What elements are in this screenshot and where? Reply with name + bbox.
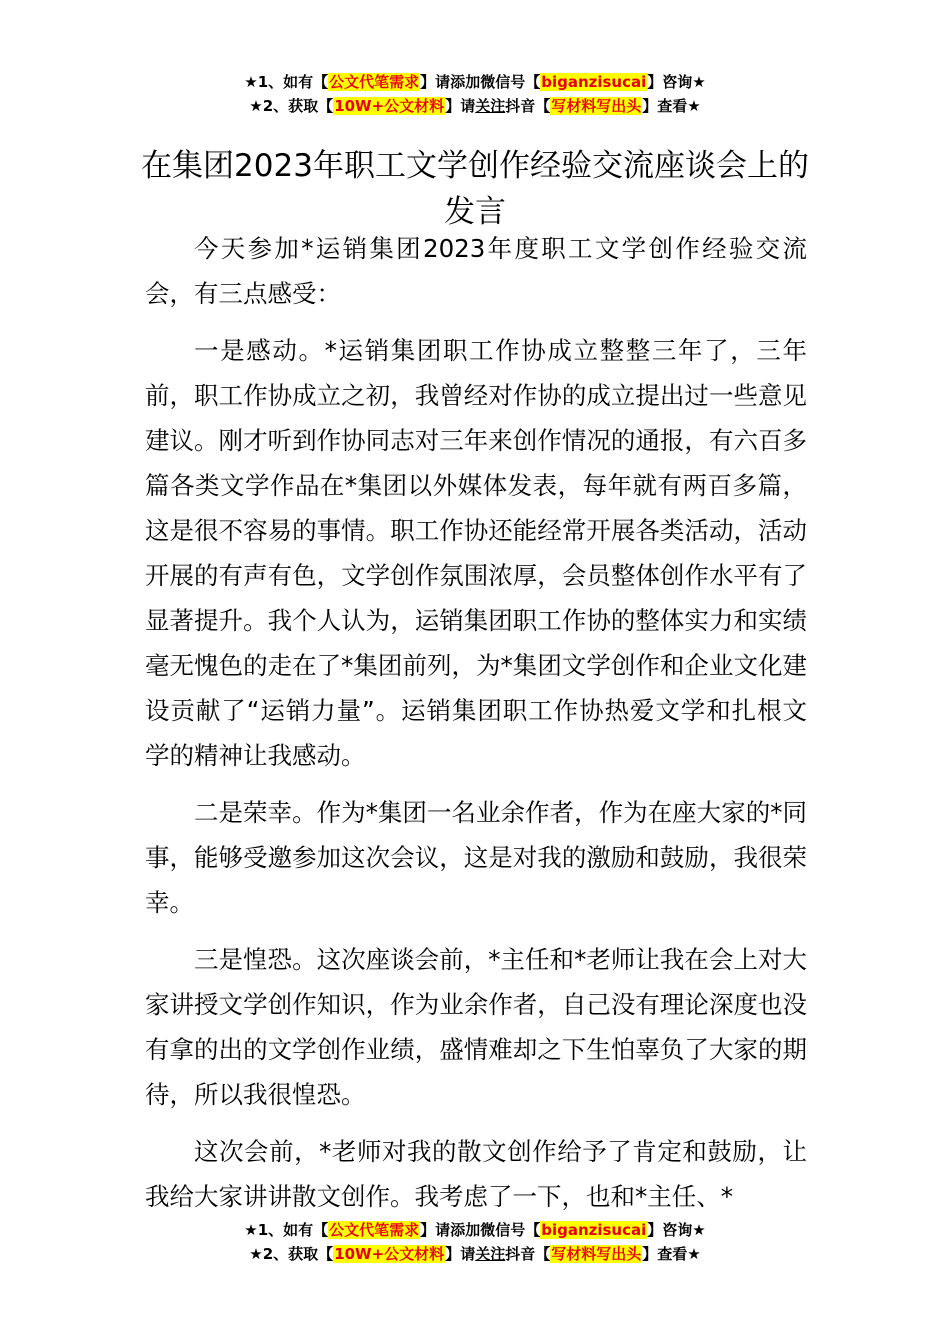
promo-highlight: 10W+公文材料	[334, 1245, 445, 1263]
document-body	[145, 226, 807, 1231]
footer-promo-banner	[0, 1218, 950, 1266]
promo-text: 】请添	[420, 73, 466, 91]
promo-line-2	[0, 1242, 950, 1266]
promo-text: 关注	[475, 1245, 506, 1263]
promo-line-1	[0, 1218, 950, 1242]
promo-text: ★1、如有【	[244, 73, 329, 91]
paragraph: 今天参加*运销集团2023年度职工文学创作经验交流会，有三点感受：	[145, 234, 807, 308]
promo-text: 】查看★	[642, 1245, 701, 1263]
promo-text: 抖音【	[505, 97, 551, 115]
promo-text: ★2、获取【	[249, 97, 334, 115]
promo-text: 】咨询★	[647, 73, 706, 91]
paragraph: 一是感动。*运销集团职工作协成立整整三年了，三年前，职工作协成立之初，我曾经对作协的成立提出过一些意见建议。刚才听到作协同志对三年来创作情况的通报，有六百多篇各类文学作品在*集团以外媒体发表，每年就有两百多篇，这是很不容易的事情。职工作协还能经常开展各类活动，活动开展的有声有色，文学创作氛围浓厚，会员整体创作水平有了显著提升。我个人认为，运销集团职工作协的整体实力和实绩毫无愧色的走在了*集团前列，为*集团文学创作和企业文化建设贡献了“运销力量”。运销集团职工作协热爱文学和扎根文学的精神让我感动。	[145, 336, 807, 770]
promo-text: 】请添	[420, 1221, 466, 1239]
promo-text: 】请	[445, 1245, 476, 1263]
promo-text: 】查看★	[642, 97, 701, 115]
promo-highlight: 公文代笔需求	[329, 73, 420, 91]
promo-text: 微信号【	[480, 1221, 541, 1239]
promo-wechat-id: biganzisucai	[541, 1221, 647, 1239]
paragraph: 二是荣幸。作为*集团一名业余作者，作为在座大家的*同事，能够受邀参加这次会议，这是对我的激励和鼓励，我很荣幸。	[145, 798, 807, 917]
promo-wechat-id: biganzisucai	[541, 73, 647, 91]
promo-text: 加	[465, 1221, 481, 1239]
promo-text: 】请	[445, 97, 476, 115]
promo-line-1	[0, 70, 950, 94]
promo-highlight: 10W+公文材料	[334, 97, 445, 115]
promo-line-2	[0, 94, 950, 118]
promo-text: ★2、获取【	[249, 1245, 334, 1263]
promo-text: 关注	[475, 97, 506, 115]
header-promo-banner	[0, 70, 950, 118]
paragraph: 这次会前，*老师对我的散文创作给予了肯定和鼓励，让我给大家讲讲散文创作。我考虑了一下，也和*主任、*	[145, 1137, 807, 1211]
paragraph: 三是惶恐。这次座谈会前，*主任和*老师让我在会上对大家讲授文学创作知识，作为业余作者，自己没有理论深度也没有拿的出的文学创作业绩，盛情难却之下生怕辜负了大家的期待，所以我很惶恐。	[145, 945, 807, 1109]
promo-text: 抖音【	[505, 1245, 551, 1263]
document-title: 在集团2023年职工文学创作经验交流座谈会上的发言	[141, 147, 809, 230]
promo-text: 微信号【	[480, 73, 541, 91]
promo-douyin-id: 写材料写出头	[551, 97, 642, 115]
promo-douyin-id: 写材料写出头	[551, 1245, 642, 1263]
promo-text: ★1、如有【	[244, 1221, 329, 1239]
promo-text: 】咨询★	[647, 1221, 706, 1239]
promo-text: 加	[465, 73, 481, 91]
promo-highlight: 公文代笔需求	[329, 1221, 420, 1239]
